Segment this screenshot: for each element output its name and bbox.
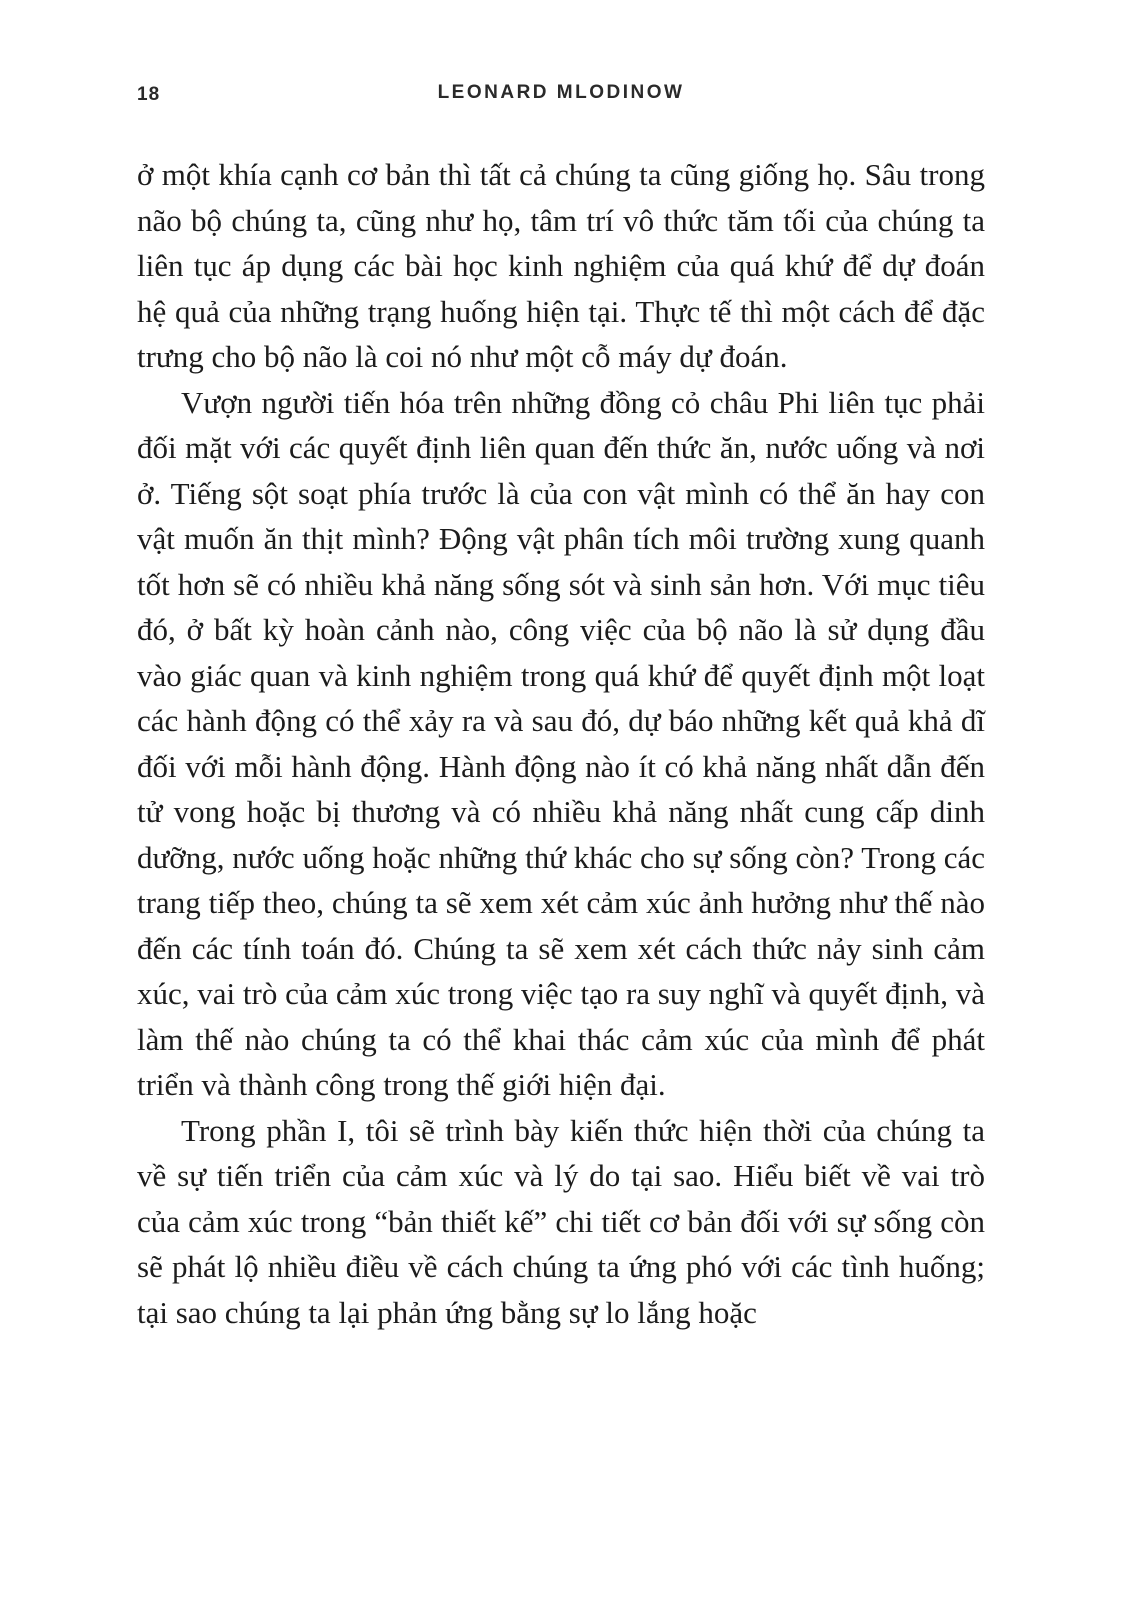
page-body: [137, 152, 985, 1335]
running-header-title: LEONARD MLODINOW: [437, 82, 685, 103]
paragraph-1: ở một khía cạnh cơ bản thì tất cả chúng ta cũng giống họ. Sâu trong não bộ chúng ta, cũng như họ, tâm trí vô thức tăm tối của chúng ta liên tục áp dụng các bài học kinh nghiệm của quá khứ để dự đoán hệ quả của những trạng huống hiện tại. Thực tế thì một cách để đặc trưng cho bộ não là coi nó như một cỗ máy dự đoán.: [137, 157, 985, 374]
paragraph-3: Trong phần I, tôi sẽ trình bày kiến thức hiện thời của chúng ta về sự tiến triển của cảm xúc và lý do tại sao. Hiểu biết về vai trò của cảm xúc trong “bản thiết kế” chi tiết cơ bản đối với sự sống còn sẽ phát lộ nhiều điều về cách chúng ta ứng phó với các tình huống; tại sao chúng ta lại phản ứng bằng sự lo lắng hoặc: [137, 1112, 985, 1330]
paragraph-2: Vượn người tiến hóa trên những đồng cỏ châu Phi liên tục phải đối mặt với các quyết định liên quan đến thức ăn, nước uống và nơi ở. Tiếng sột soạt phía trước là của con vật mình có thể ăn hay con vật muốn ăn thịt mình? Động vật phân tích môi trường xung quanh tốt hơn sẽ có nhiều khả năng sống sót và sinh sản hơn. Với mục tiêu đó, ở bất kỳ hoàn cảnh nào, công việc của bộ não là sử dụng đầu vào giác quan và kinh nghiệm trong quá khứ để quyết định một loạt các hành động có thể xảy ra và sau đó, dự báo những kết quả khả dĩ đối với mỗi hành động. Hành động nào ít có khả năng nhất dẫn đến tử vong hoặc bị thương và có nhiều khả năng nhất cung cấp dinh dưỡng, nước uống hoặc những thứ khác cho sự sống còn? Trong các trang tiếp theo, chúng ta sẽ xem xét cảm xúc ảnh hưởng như thế nào đến các tính toán đó. Chúng ta sẽ xem xét cách thức nảy sinh cảm xúc, vai trò của cảm xúc trong việc tạo ra suy nghĩ và quyết định, và làm thế nào chúng ta có thể khai thác cảm xúc của mình để phát triển và thành công trong thế giới hiện đại.: [137, 384, 985, 1102]
page-header: [137, 82, 985, 112]
page-number: 18: [137, 84, 161, 105]
